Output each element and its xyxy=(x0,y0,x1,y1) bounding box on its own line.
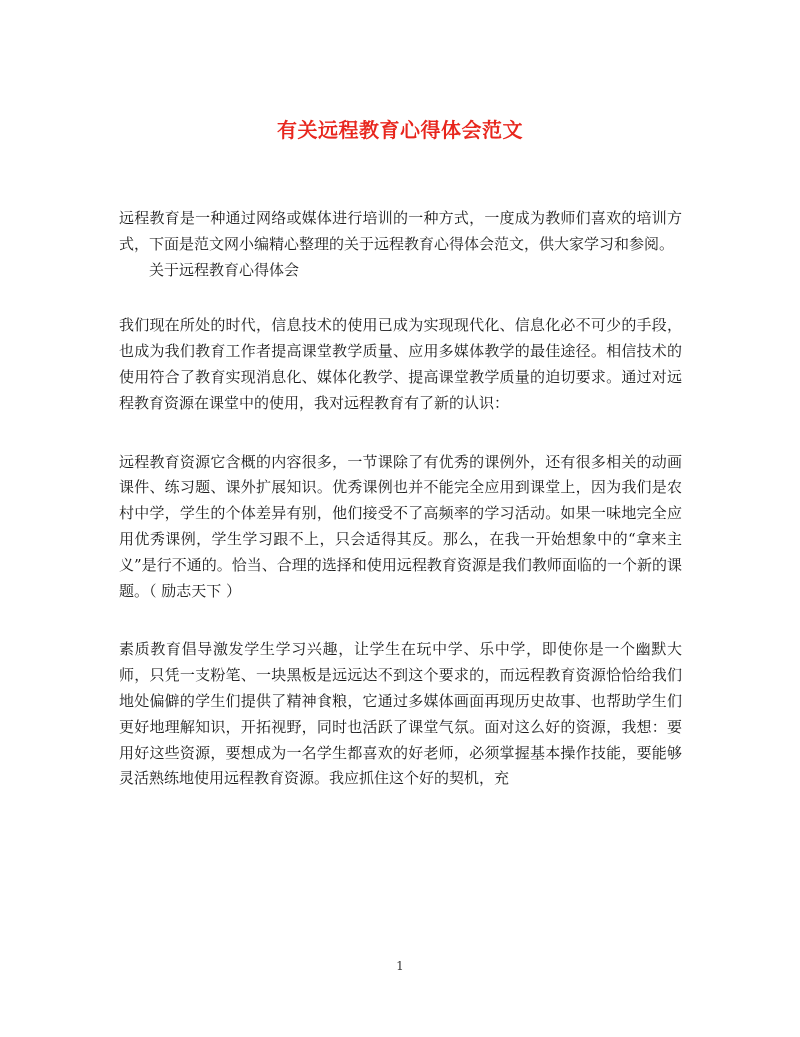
page-number: 1 xyxy=(396,959,404,973)
body-paragraph: 远程教育资源它含概的内容很多，一节课除了有优秀的课例外，还有很多相关的动画课件、练习题、课外扩展知识。优秀课例也并不能完全应用到课堂上，因为我们是农村中学，学生的个体差异有别，他们接受不了高频率的学习活动。如果一味地完全应用优秀课例，学生学习跟不上，只会适得其反。那么，在我一开始想象中的“拿来主义”是行不通的。恰当、合理的选择和使用远程教育资源是我们教师面临的一个新的课题。（ 励志天下 ） xyxy=(119,452,682,600)
document-title: 有关远程教育心得体会范文 xyxy=(277,118,523,142)
section-subtitle: 关于远程教育心得体会 xyxy=(149,260,300,279)
document-body xyxy=(119,206,682,792)
body-paragraph: 素质教育倡导激发学生学习兴趣，让学生在玩中学、乐中学，即使你是一个幽默大师，只凭一支粉笔、一块黑板是远远达不到这个要求的，而远程教育资源恰恰给我们地处偏僻的学生们提供了精神食粮，它通过多媒体画面再现历史故事、也帮助学生们更好地理解知识，开拓视野，同时也活跃了课堂气氛。面对这么好的资源，我想：要用好这些资源，要想成为一名学生都喜欢的好老师，必须掌握基本操作技能，要能够灵活熟练地使用远程教育资源。我应抓住这个好的契机，充 xyxy=(119,640,682,788)
body-paragraph: 我们现在所处的时代，信息技术的使用已成为实现现代化、信息化必不可少的手段，也成为我们教育工作者提高课堂教学质量、应用多媒体教学的最佳途径。相信技术的使用符合了教育实现消息化、媒体化教学、提高课堂教学质量的迫切要求。通过对远程教育资源在课堂中的使用，我对远程教育有了新的认识： xyxy=(119,316,682,412)
intro-paragraph: 远程教育是一种通过网络或媒体进行培训的一种方式，一度成为教师们喜欢的培训方式，下面是范文网小编精心整理的关于远程教育心得体会范文，供大家学习和参阅。 xyxy=(119,209,682,253)
